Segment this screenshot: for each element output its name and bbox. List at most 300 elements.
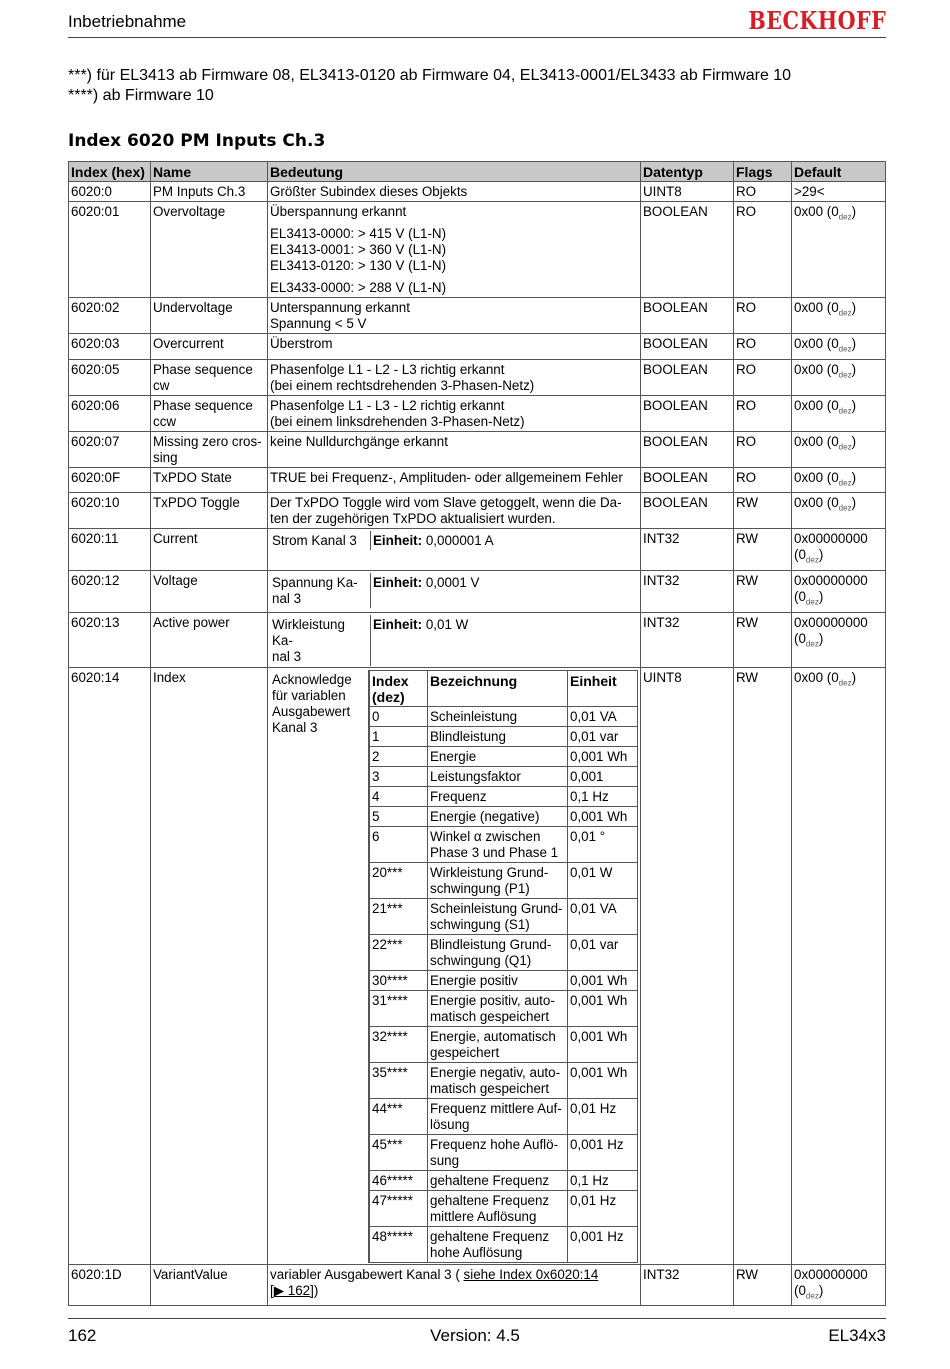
bedeutung-description (270, 573, 371, 608)
cell-datentyp: BOOLEAN (641, 431, 734, 467)
default-end: ) (851, 397, 857, 413)
inner-cell-einheit: 0,001 (568, 766, 638, 786)
default-subscript: dez (805, 1291, 819, 1301)
text-line: Frequenz (430, 788, 487, 804)
cell-index: 6020:13 (69, 612, 151, 667)
table-row (69, 529, 886, 571)
inner-cell-bezeichnung (428, 1134, 568, 1170)
cell-datentyp: INT32 (641, 612, 734, 667)
text-line: Scheinleistung (430, 708, 518, 724)
text-line: Blindleistung Grund- (430, 936, 552, 952)
unit-label: Einheit: (373, 616, 423, 632)
text-line: für variablen (272, 687, 346, 703)
inner-cell-index: 30**** (370, 970, 428, 990)
cell-flags: RO (734, 202, 792, 298)
text-line: Phase sequence (153, 397, 253, 413)
text-line (270, 1267, 638, 1283)
cell-bedeutung (268, 529, 641, 571)
inner-cell-einheit: 0,001 Hz (568, 1226, 638, 1262)
page-reference-link[interactable]: ▶ 162] (273, 1282, 314, 1298)
default-subscript: dez (838, 406, 852, 416)
table-row (69, 202, 886, 298)
default-subscript: dez (805, 639, 819, 649)
inner-cell-einheit: 0,001 Wh (568, 990, 638, 1026)
inner-cell-einheit: 0,01 var (568, 726, 638, 746)
cell-bedeutung: keine Nulldurchgänge erkannt (268, 431, 641, 467)
text-line: schwingung (Q1) (430, 952, 532, 968)
cell-flags: RO (734, 467, 792, 493)
text-line: schwingung (S1) (430, 916, 530, 932)
default-end: ) (818, 630, 824, 646)
text-line: EL3413-0000: > 415 V (L1-N) (270, 226, 447, 241)
text-line: Energie (negative) (430, 808, 540, 824)
table-row (69, 612, 886, 667)
text-line: Frequenz hohe Auflö- (430, 1136, 559, 1152)
cell-name: Voltage (151, 571, 268, 613)
table-row (69, 467, 886, 493)
inner-cell-bezeichnung (428, 726, 568, 746)
cell-default (792, 298, 886, 334)
cell-bedeutung (268, 612, 641, 667)
cell-name: Active power (151, 612, 268, 667)
inner-cell-einheit: 0,1 Hz (568, 786, 638, 806)
cell-index: 6020:0F (69, 467, 151, 493)
unit-value: 0,0001 V (422, 575, 480, 591)
inner-cell-bezeichnung (428, 786, 568, 806)
section-title: Index 6020 PM Inputs Ch.3 (68, 131, 326, 151)
text-line: Energie (430, 748, 477, 764)
cell-default (792, 467, 886, 493)
inner-cell-bezeichnung (428, 934, 568, 970)
inner-table-wrap (369, 670, 638, 1263)
default-subscript: dez (838, 308, 852, 318)
col-header-bedeutung: Bedeutung (268, 162, 641, 182)
inner-cell-index: 22*** (370, 934, 428, 970)
inner-cell-bezeichnung (428, 1226, 568, 1262)
cell-default (792, 529, 886, 571)
default-subscript: dez (838, 478, 852, 488)
text-line: Phase sequence (153, 361, 253, 377)
footnote-firmware-08: ***) für EL3413 ab Firmware 08, EL3413-0120 ab Firmware 04, EL3413-0001/EL3433 ab Firmware 10 (68, 67, 792, 84)
default-value: 0x00000000 (794, 1266, 868, 1282)
default-subscript: dez (838, 370, 852, 380)
cell-index: 6020:05 (69, 359, 151, 395)
table-row (69, 667, 886, 1264)
col-header-name: Name (151, 162, 268, 182)
cell-index: 6020:14 (69, 667, 151, 1264)
inner-cell-einheit: 0,01 VA (568, 898, 638, 934)
cell-datentyp: BOOLEAN (641, 395, 734, 431)
col-header-flags: Flags (734, 162, 792, 182)
default-end: ) (818, 547, 824, 563)
text-line: Index (372, 672, 409, 689)
text-line: sung (430, 1152, 460, 1168)
cell-flags: RO (734, 298, 792, 334)
inner-table-row (370, 746, 638, 766)
table-row (69, 571, 886, 613)
cell-bedeutung: Größter Subindex dieses Objekts (268, 182, 641, 202)
cell-datentyp: UINT8 (641, 667, 734, 1264)
unit-label: Einheit: (373, 575, 423, 591)
inner-cell-einheit: 0,1 Hz (568, 1170, 638, 1190)
cell-index: 6020:0 (69, 182, 151, 202)
cell-name: VariantValue (151, 1264, 268, 1306)
cell-index: 6020:03 (69, 334, 151, 360)
text-line: Überspannung erkannt (270, 204, 407, 219)
inner-table-row (370, 1134, 638, 1170)
inner-cell-index: 1 (370, 726, 428, 746)
cell-datentyp: UINT8 (641, 182, 734, 202)
default-end: ) (851, 300, 857, 315)
default-end: ) (851, 361, 857, 377)
text-line: Der TxPDO Toggle wird vom Slave getoggelt, wenn die Da- (270, 495, 622, 511)
inner-cell-index: 32**** (370, 1026, 428, 1062)
inner-table-row (370, 1062, 638, 1098)
footnote-firmware-10: ****) ab Firmware 10 (68, 87, 214, 104)
text-line: EL3433-0000: > 288 V (L1-N) (270, 280, 447, 295)
default-value: 0x00 (0 (794, 469, 839, 485)
cell-datentyp: BOOLEAN (641, 359, 734, 395)
text-line: gehaltene Frequenz (430, 1228, 550, 1244)
cell-flags: RO (734, 359, 792, 395)
default-value: 0x00 (0 (794, 361, 839, 377)
text-line: ccw (153, 413, 177, 429)
text-line: Wirkleistung Grund- (430, 864, 549, 880)
inner-cell-einheit: 0,01 VA (568, 706, 638, 726)
cell-default: >29< (792, 182, 886, 202)
cell-flags: RW (734, 667, 792, 1264)
inner-cell-bezeichnung (428, 862, 568, 898)
default-end: ) (851, 204, 857, 219)
product-name: EL34x3 (828, 1326, 886, 1345)
inner-cell-einheit: 0,001 Wh (568, 1062, 638, 1098)
text-line: (bei einem linksdrehenden 3-Phasen-Netz) (270, 413, 525, 429)
text-line: Ausgabewert (272, 703, 351, 719)
text-line: matisch gespeichert (430, 1008, 550, 1024)
bedeutung-description (270, 615, 371, 666)
inner-table-row (370, 1226, 638, 1262)
col-header-datentyp: Datentyp (641, 162, 734, 182)
table-row (69, 298, 886, 334)
cell-flags: RW (734, 493, 792, 529)
text-line: Scheinleistung Grund- (430, 900, 563, 916)
inner-header-row (370, 670, 638, 706)
cell-flags: RO (734, 431, 792, 467)
text-line (270, 1283, 638, 1299)
cell-name (151, 395, 268, 431)
default-subscript: dez (838, 442, 852, 452)
text-line: hohe Auflösung (430, 1244, 523, 1260)
cell-flags: RW (734, 1264, 792, 1306)
cell-bedeutung (268, 571, 641, 613)
text-line: Kanal 3 (272, 719, 318, 735)
cell-name: TxPDO Toggle (151, 493, 268, 529)
inner-cell-bezeichnung (428, 806, 568, 826)
table-row (69, 334, 886, 360)
inner-cell-bezeichnung (428, 1190, 568, 1226)
cell-name: Overcurrent (151, 334, 268, 360)
inner-cell-index: 4 (370, 786, 428, 806)
cell-bedeutung (268, 359, 641, 395)
inner-cell-einheit: 0,001 Wh (568, 746, 638, 766)
inner-cell-einheit: 0,01 Hz (568, 1098, 638, 1134)
text-line: gehaltene Frequenz (430, 1172, 550, 1188)
inner-cell-einheit: 0,001 Wh (568, 806, 638, 826)
cell-bedeutung (268, 202, 641, 298)
default-subscript: dez (838, 504, 852, 514)
cell-index: 6020:12 (69, 571, 151, 613)
beckhoff-logo: BECKHOFF (748, 6, 886, 35)
text-line: nal 3 (272, 591, 302, 607)
default-value: 0x00 (0 (794, 495, 839, 511)
default-subscript: dez (805, 597, 819, 607)
inner-cell-index: 2 (370, 746, 428, 766)
inner-table-row (370, 1098, 638, 1134)
inner-table-row (370, 786, 638, 806)
default-end: ) (851, 433, 857, 449)
cell-bedeutung (268, 493, 641, 529)
inner-table-row (370, 1190, 638, 1226)
default-value-line2: (0 (794, 630, 806, 646)
cell-name: Overvoltage (151, 202, 268, 298)
inner-cell-einheit: 0,001 Hz (568, 1134, 638, 1170)
default-subscript: dez (838, 344, 852, 354)
text-line: Phasenfolge L1 - L3 - L2 richtig erkannt (270, 397, 505, 413)
text-line: EL3413-0001: > 360 V (L1-N) (270, 242, 447, 257)
inner-cell-index: 35**** (370, 1062, 428, 1098)
text-line: Frequenz mittlere Auf- (430, 1100, 562, 1116)
text-line: gespeichert (430, 1044, 500, 1060)
cell-name: Index (151, 667, 268, 1264)
text-line: Wirkleistung Ka- (272, 616, 345, 648)
inner-cell-einheit: 0,001 Wh (568, 970, 638, 990)
bedeutung-description (270, 670, 369, 1263)
default-end: ) (851, 336, 857, 351)
text-line: ten der zugehörigen TxPDO aktualisiert wurden. (270, 511, 556, 527)
cell-bedeutung: Überstrom (268, 334, 641, 360)
text-span: [ (270, 1282, 274, 1298)
cell-name (151, 431, 268, 467)
object-table (68, 161, 886, 1306)
inner-cell-einheit: 0,001 Wh (568, 1026, 638, 1062)
cell-index: 6020:01 (69, 202, 151, 298)
cell-default (792, 334, 886, 360)
text-line: gehaltene Frequenz (430, 1192, 550, 1208)
inner-table-row (370, 1170, 638, 1190)
inner-cell-bezeichnung (428, 1098, 568, 1134)
table-row (69, 1264, 886, 1306)
cell-datentyp: BOOLEAN (641, 467, 734, 493)
inner-cell-index: 5 (370, 806, 428, 826)
cell-index: 6020:1D (69, 1264, 151, 1306)
bedeutung-description: Strom Kanal 3 (270, 531, 371, 550)
cell-bedeutung (268, 298, 641, 334)
cell-index: 6020:11 (69, 529, 151, 571)
cell-default (792, 493, 886, 529)
inner-table-row (370, 970, 638, 990)
inner-col-index (370, 670, 428, 706)
inner-cell-bezeichnung (428, 990, 568, 1026)
inner-cell-bezeichnung (428, 826, 568, 862)
footer-rule (68, 1318, 886, 1319)
cell-flags: RW (734, 529, 792, 571)
default-value-line2: (0 (794, 1282, 806, 1298)
text-line: Energie negativ, auto- (430, 1064, 561, 1080)
cell-datentyp: BOOLEAN (641, 202, 734, 298)
inner-cell-index: 3 (370, 766, 428, 786)
text-line: Phase 3 und Phase 1 (430, 844, 559, 860)
inner-table-row (370, 898, 638, 934)
default-subscript: dez (805, 556, 819, 566)
inner-cell-index: 20*** (370, 862, 428, 898)
default-value-line2: (0 (794, 589, 806, 605)
document-version: Version: 4.5 (430, 1326, 520, 1345)
text-line: cw (153, 377, 170, 393)
text-span: ) (313, 1282, 319, 1298)
col-header-index: Index (hex) (69, 162, 151, 182)
text-line: nal 3 (272, 648, 302, 664)
text-line: Spannung Ka- (272, 575, 358, 591)
default-value: 0x00 (0 (794, 336, 839, 351)
inner-table-row (370, 766, 638, 786)
text-line: EL3413-0120: > 130 V (L1-N) (270, 258, 447, 273)
text-line: Unterspannung erkannt (270, 300, 410, 315)
unit-label: Einheit: (373, 533, 423, 549)
cell-bedeutung (268, 1264, 641, 1306)
default-value: 0x00000000 (794, 531, 868, 547)
cell-datentyp: INT32 (641, 1264, 734, 1306)
default-value: 0x00 (0 (794, 433, 839, 449)
cell-bedeutung: TRUE bei Frequenz-, Amplituden- oder allgemeinem Fehler (268, 467, 641, 493)
default-value: 0x00 (0 (794, 669, 839, 685)
inner-table-row (370, 706, 638, 726)
inner-table-row (370, 826, 638, 862)
inner-cell-index: 6 (370, 826, 428, 862)
inner-cell-bezeichnung (428, 970, 568, 990)
inner-table-row (370, 806, 638, 826)
inner-cell-einheit: 0,01 Hz (568, 1190, 638, 1226)
default-value: 0x00 (0 (794, 397, 839, 413)
cell-flags: RO (734, 395, 792, 431)
cell-name: TxPDO State (151, 467, 268, 493)
default-value: 0x00 (0 (794, 204, 839, 219)
cell-datentyp: BOOLEAN (641, 334, 734, 360)
unit-value: 0,000001 A (422, 533, 494, 549)
inner-table-row (370, 934, 638, 970)
default-end: ) (851, 669, 857, 685)
text-line: lösung (430, 1116, 470, 1132)
cell-index: 6020:10 (69, 493, 151, 529)
inner-cell-bezeichnung (428, 746, 568, 766)
default-value-line2: (0 (794, 547, 806, 563)
cell-name: Undervoltage (151, 298, 268, 334)
text-line: matisch gespeichert (430, 1080, 550, 1096)
inner-cell-bezeichnung (428, 706, 568, 726)
inner-cell-index: 0 (370, 706, 428, 726)
cell-name: Current (151, 529, 268, 571)
default-end: ) (818, 589, 824, 605)
inner-cell-einheit: 0,01 ° (568, 826, 638, 862)
cell-default (792, 202, 886, 298)
default-end: ) (851, 469, 857, 485)
cell-bedeutung (268, 395, 641, 431)
table-row (69, 431, 886, 467)
inner-col-einheit: Einheit (568, 670, 638, 706)
cell-bedeutung (268, 667, 641, 1264)
text-line: Winkel α zwischen (430, 828, 541, 844)
inner-table-row (370, 726, 638, 746)
cell-default (792, 395, 886, 431)
index-reference-link[interactable]: siehe Index 0x6020:14 (463, 1266, 599, 1282)
cell-index: 6020:07 (69, 431, 151, 467)
default-end: ) (818, 1282, 824, 1298)
footnotes (68, 66, 791, 106)
cell-default (792, 359, 886, 395)
inner-table-row (370, 1026, 638, 1062)
inner-cell-index: 31**** (370, 990, 428, 1026)
cell-flags: RW (734, 612, 792, 667)
value-index-table (369, 670, 638, 1263)
table-row (69, 359, 886, 395)
cell-flags: RO (734, 182, 792, 202)
cell-index: 6020:02 (69, 298, 151, 334)
unit-value: 0,01 W (422, 616, 469, 632)
text-line: Energie, automatisch (430, 1028, 556, 1044)
default-subscript: dez (838, 678, 852, 688)
cell-name (151, 359, 268, 395)
default-end: ) (851, 495, 857, 511)
inner-cell-einheit: 0,01 var (568, 934, 638, 970)
text-span: variabler Ausgabewert Kanal 3 ( (270, 1266, 464, 1282)
cell-datentyp: INT32 (641, 529, 734, 571)
cell-datentyp: INT32 (641, 571, 734, 613)
text-line: schwingung (P1) (430, 880, 530, 896)
cell-flags: RO (734, 334, 792, 360)
inner-cell-index: 47***** (370, 1190, 428, 1226)
text-line: Phasenfolge L1 - L2 - L3 richtig erkannt (270, 361, 505, 377)
text-line: (dez) (372, 688, 405, 705)
inner-cell-bezeichnung (428, 1170, 568, 1190)
cell-datentyp: BOOLEAN (641, 493, 734, 529)
bedeutung-unit (371, 615, 638, 666)
text-line: Spannung < 5 V (270, 316, 367, 331)
cell-datentyp: BOOLEAN (641, 298, 734, 334)
cell-default (792, 667, 886, 1264)
default-value: 0x00000000 (794, 614, 868, 630)
cell-index: 6020:06 (69, 395, 151, 431)
cell-name: PM Inputs Ch.3 (151, 182, 268, 202)
table-row (69, 493, 886, 529)
cell-default (792, 571, 886, 613)
inner-cell-index: 48***** (370, 1226, 428, 1262)
inner-cell-bezeichnung (428, 766, 568, 786)
default-value: 0x00000000 (794, 573, 868, 589)
page-number: 162 (68, 1326, 97, 1345)
inner-cell-index: 21*** (370, 898, 428, 934)
inner-cell-bezeichnung (428, 898, 568, 934)
inner-cell-index: 45*** (370, 1134, 428, 1170)
inner-cell-index: 44*** (370, 1098, 428, 1134)
cell-default (792, 431, 886, 467)
table-row (69, 395, 886, 431)
bedeutung-unit (371, 531, 638, 550)
inner-cell-einheit: 0,01 W (568, 862, 638, 898)
default-value: 0x00 (0 (794, 300, 839, 315)
text-line: Energie positiv, auto- (430, 992, 555, 1008)
inner-table-row (370, 862, 638, 898)
header-rule (68, 37, 886, 38)
inner-cell-bezeichnung (428, 1062, 568, 1098)
